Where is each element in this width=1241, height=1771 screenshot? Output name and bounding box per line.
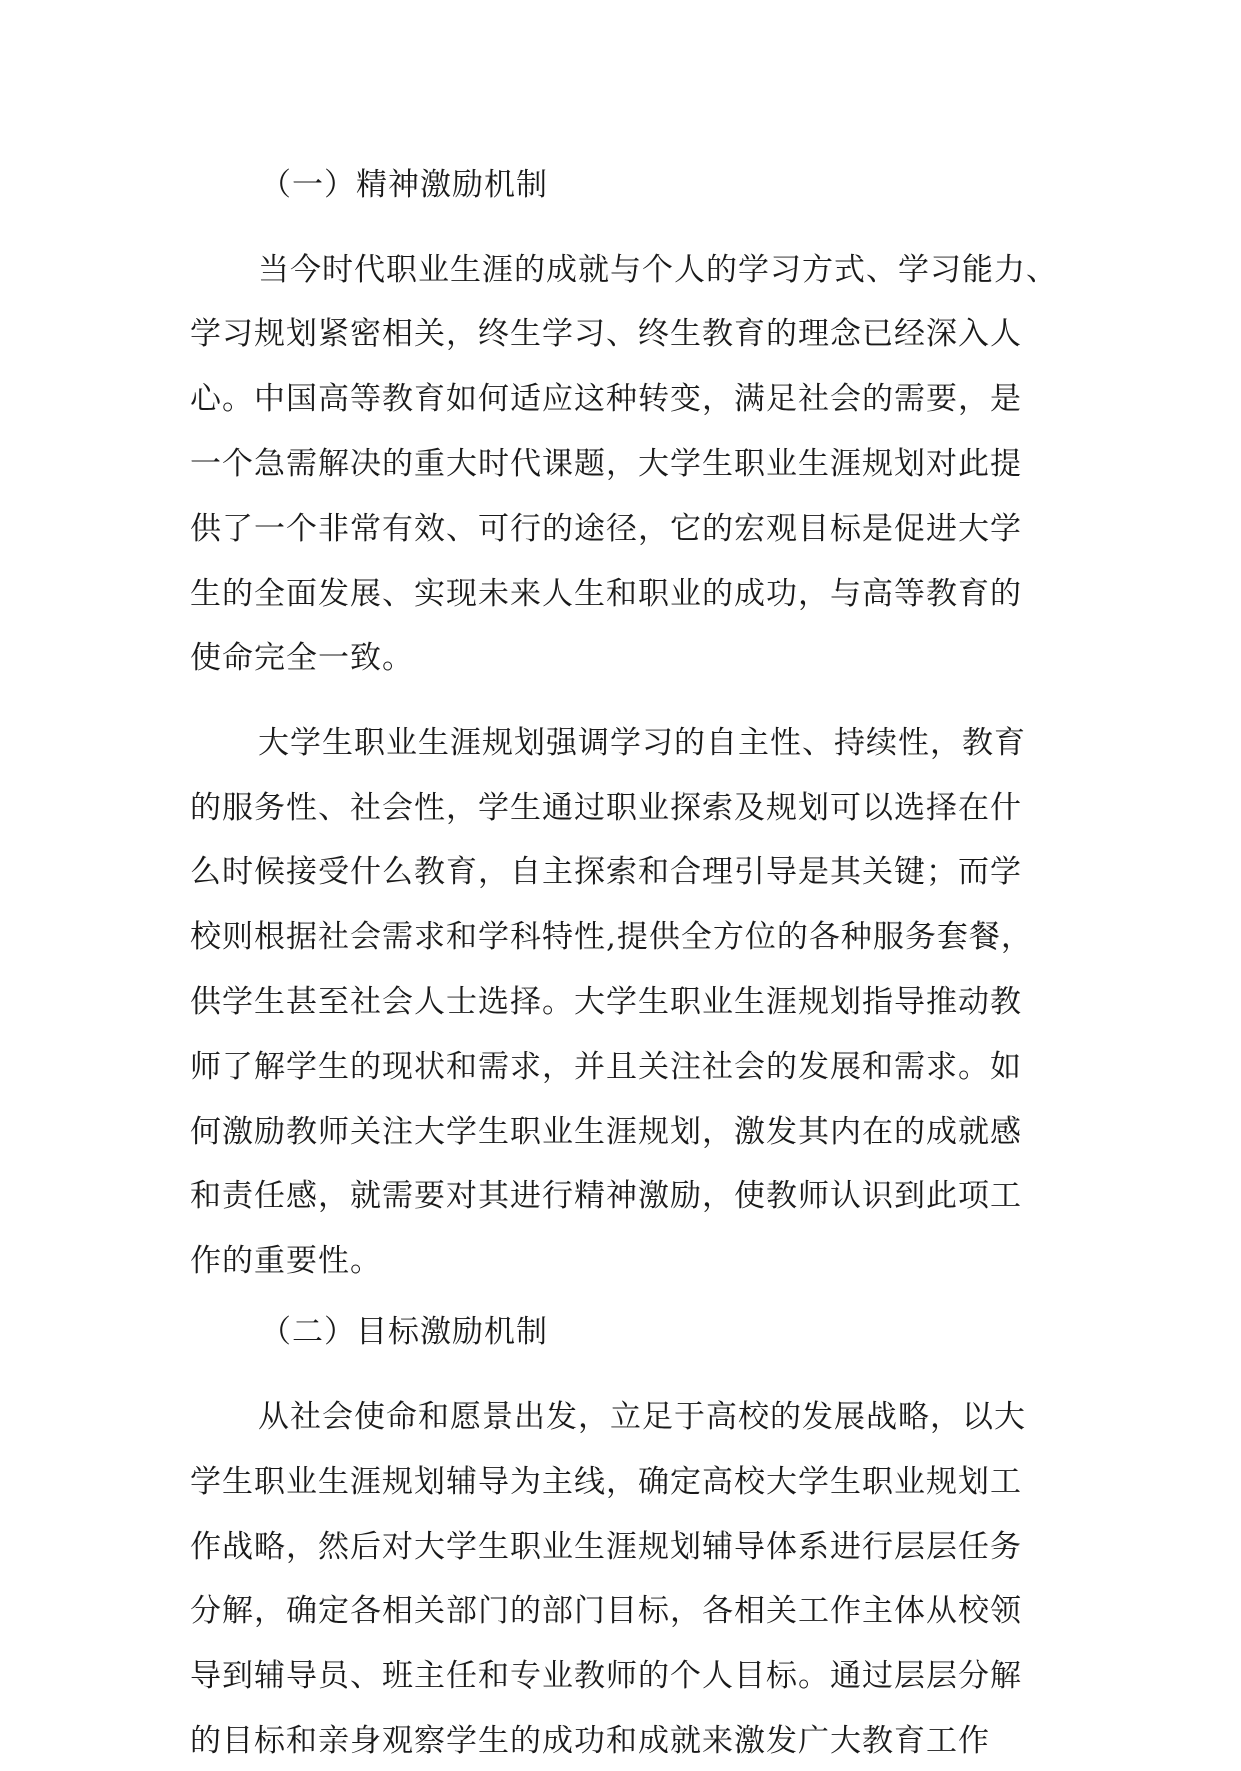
paragraph-line: 生的全面发展、实现未来人生和职业的成功，与高等教育的 (190, 576, 1022, 612)
paragraph-line: 学生职业生涯规划辅导为主线，确定高校大学生职业规划工 (190, 1464, 1022, 1500)
paragraph-line: 作的重要性。 (190, 1243, 382, 1279)
paragraph-line: 的目标和亲身观察学生的成功和成就来激发广大教育工作 (190, 1723, 990, 1759)
paragraph-line: 从社会使命和愿景出发，立足于高校的发展战略，以大 (258, 1399, 1026, 1435)
paragraph-line: 么时候接受什么教育，自主探索和合理引导是其关键；而学 (190, 854, 1022, 890)
paragraph-line: 的服务性、社会性，学生通过职业探索及规划可以选择在什 (190, 790, 1022, 826)
paragraph-line: 当今时代职业生涯的成就与个人的学习方式、学习能力、 (258, 252, 1058, 288)
paragraph-line: 分解，确定各相关部门的部门目标，各相关工作主体从校领 (190, 1593, 1022, 1629)
paragraph-line: 一个急需解决的重大时代课题，大学生职业生涯规划对此提 (190, 446, 1022, 482)
paragraph-line: 和责任感，就需要对其进行精神激励，使教师认识到此项工 (190, 1178, 1022, 1214)
paragraph-line: 供学生甚至社会人士选择。大学生职业生涯规划指导推动教 (190, 984, 1022, 1020)
paragraph-line: 心。中国高等教育如何适应这种转变，满足社会的需要，是 (190, 381, 1022, 417)
section-heading-2: （二）目标激励机制 (260, 1314, 548, 1350)
paragraph-line: 作战略，然后对大学生职业生涯规划辅导体系进行层层任务 (190, 1529, 1022, 1565)
paragraph-line: 何激励教师关注大学生职业生涯规划，激发其内在的成就感 (190, 1114, 1022, 1150)
paragraph-line: 大学生职业生涯规划强调学习的自主性、持续性，教育 (258, 725, 1026, 761)
section-heading-1: （一）精神激励机制 (260, 167, 548, 203)
paragraph-line: 学习规划紧密相关，终生学习、终生教育的理念已经深入人 (190, 316, 1022, 352)
paragraph-line: 师了解学生的现状和需求，并且关注社会的发展和需求。如 (190, 1049, 1022, 1085)
paragraph-line: 使命完全一致。 (190, 640, 414, 676)
paragraph-line: 校则根据社会需求和学科特性,提供全方位的各种服务套餐， (190, 919, 1033, 955)
paragraph-line: 导到辅导员、班主任和专业教师的个人目标。通过层层分解 (190, 1658, 1022, 1694)
paragraph-line: 供了一个非常有效、可行的途径，它的宏观目标是促进大学 (190, 511, 1022, 547)
